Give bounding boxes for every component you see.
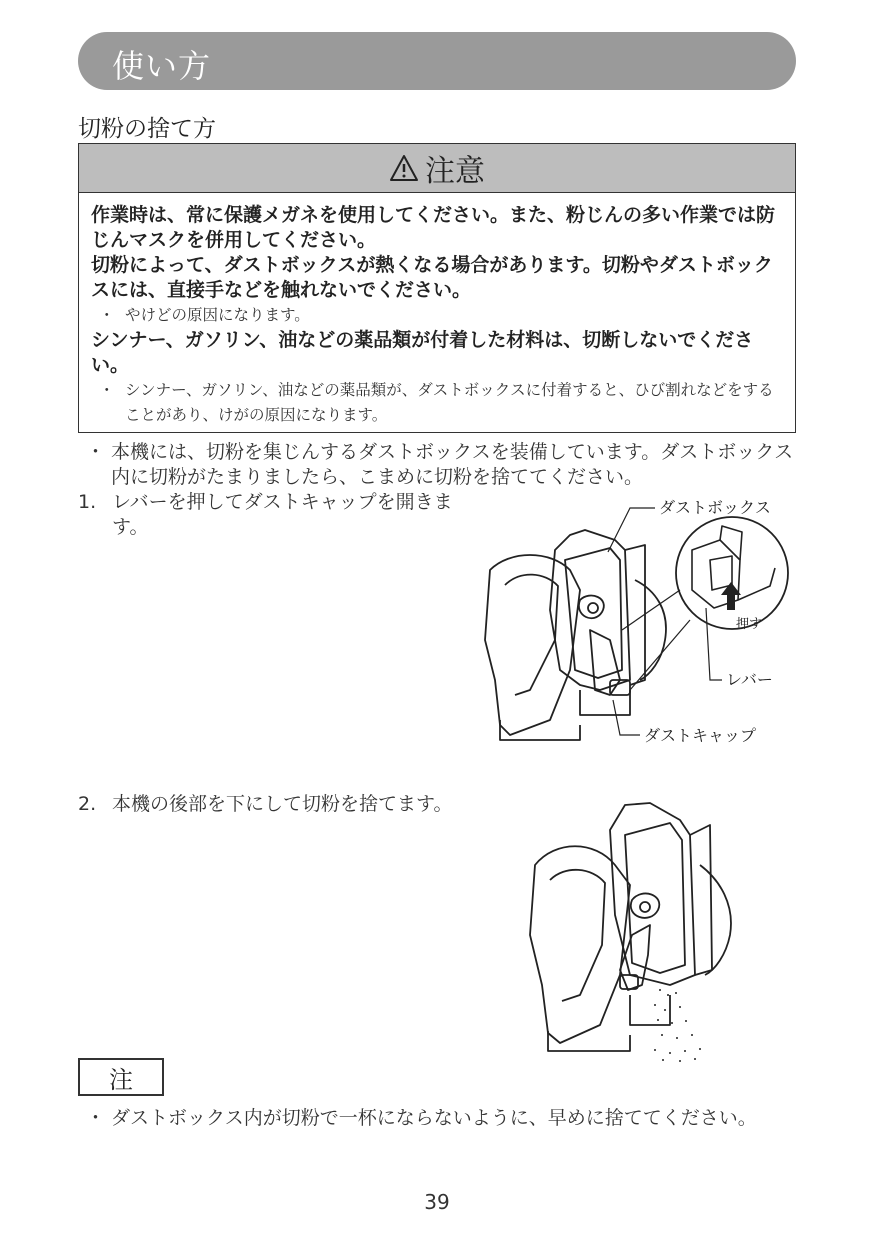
section-title: 切粉の捨て方 — [78, 116, 216, 142]
step-1 — [78, 490, 456, 540]
note-label: 注 — [109, 1065, 133, 1094]
intro-bullet: ・ — [86, 441, 106, 463]
caution-header — [79, 144, 795, 193]
caution-item-3-sub: ・ シンナー、ガソリン、油などの薬品類が、ダストボックスに付着すると、ひび割れなどをすることがあり、けがの原因になります。 — [99, 381, 774, 424]
label-lever: レバー — [726, 670, 773, 689]
figure-empty-chips — [520, 795, 760, 1065]
page-number: 39 — [424, 1190, 450, 1214]
warning-triangle-icon — [389, 154, 419, 182]
note-bullet: ・ — [86, 1107, 106, 1129]
step-2-text: 本機の後部を下にして切粉を捨てます。 — [112, 793, 453, 815]
step-2 — [78, 792, 456, 817]
caution-item-2: 切粉によって、ダストボックスが熱くなる場合があります。切粉やダストボックスには、直接手などを触れないでください。 — [91, 254, 773, 301]
intro-paragraph — [78, 440, 798, 490]
caution-item-2-sub: ・ やけどの原因になります。 — [99, 306, 310, 324]
header-bar — [78, 32, 796, 90]
caution-item-3: シンナー、ガソリン、油などの薬品類が付着した材料は、切断しないでください。 — [91, 329, 754, 376]
note-paragraph — [78, 1106, 800, 1131]
label-push: 押す — [736, 617, 763, 632]
intro-text: 本機には、切粉を集じんするダストボックスを装備しています。ダストボックス内に切粉がたまりましたら、こまめに切粉を捨ててください。 — [111, 441, 794, 488]
caution-item-1: 作業時は、常に保護メガネを使用してください。また、粉じんの多い作業では防じんマスクを併用してください。 — [91, 204, 776, 251]
note-text: ダストボックス内が切粉で一杯にならないように、早めに捨ててください。 — [111, 1107, 757, 1129]
figure-open-dust-cap — [470, 490, 800, 760]
caution-box — [78, 143, 796, 433]
step-1-number: 1. — [78, 491, 97, 513]
header-title: 使い方 — [112, 47, 212, 85]
caution-title: 注意 — [425, 154, 485, 189]
note-label-box — [78, 1058, 164, 1096]
step-1-text: レバーを押してダストキャップを開きます。 — [112, 491, 453, 538]
label-dust-cap: ダストキャップ — [644, 726, 757, 745]
step-2-number: 2. — [78, 793, 97, 815]
label-dust-box: ダストボックス — [659, 498, 771, 517]
caution-body — [79, 193, 795, 428]
